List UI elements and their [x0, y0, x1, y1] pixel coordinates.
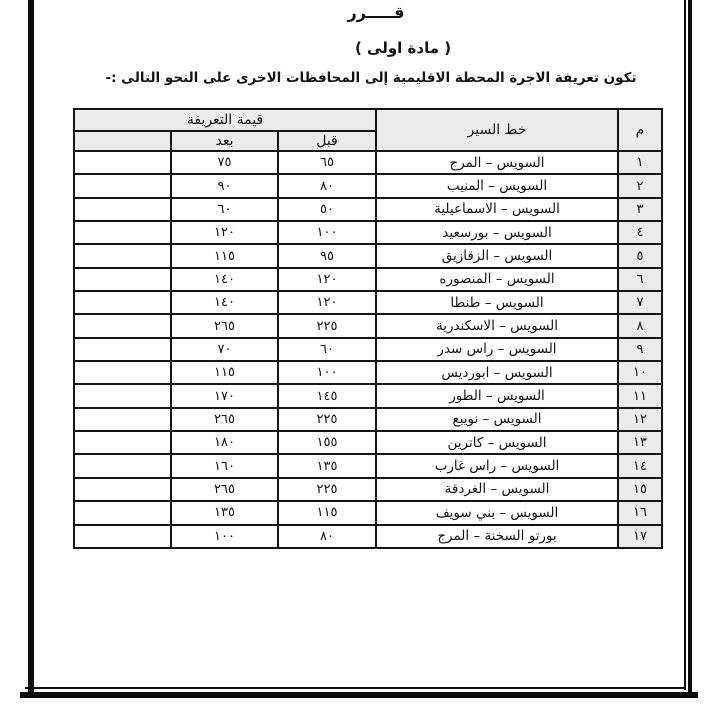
route-cell: السويس – الاسماعيلية — [376, 198, 618, 221]
table-row — [74, 314, 662, 337]
spare-cell — [74, 525, 171, 549]
table-row — [74, 408, 662, 431]
table-row — [74, 174, 662, 197]
table-row — [74, 244, 662, 267]
spare-cell — [74, 454, 171, 477]
serial-cell: ٢ — [618, 174, 662, 197]
table-row — [74, 431, 662, 454]
after-cell: ١١٥ — [171, 244, 278, 267]
before-cell: ٩٥ — [278, 244, 376, 267]
serial-cell: ١٣ — [618, 431, 662, 454]
spare-cell — [74, 384, 171, 407]
serial-cell: ٩ — [618, 338, 662, 361]
table-row — [74, 454, 662, 477]
serial-cell: ٦ — [618, 268, 662, 291]
serial-cell: ١ — [618, 151, 662, 174]
before-cell: ١٢٠ — [278, 291, 376, 314]
serial-cell: ١٢ — [618, 408, 662, 431]
header-route: خط السير — [376, 109, 618, 151]
header-row-1 — [74, 109, 662, 131]
spare-cell — [74, 338, 171, 361]
tariff-table — [73, 108, 663, 549]
spare-cell — [74, 408, 171, 431]
after-cell: ١٨٠ — [171, 431, 278, 454]
serial-cell: ١٤ — [618, 454, 662, 477]
intro-paragraph: تكون تعريفة الاجرة المحطة الاقليمية إلى المحافظات الاخرى على النحو التالى :- — [105, 70, 637, 86]
after-cell: ٢٦٥ — [171, 408, 278, 431]
route-cell: السويس – راس سدر — [376, 338, 618, 361]
before-cell: ١٠٠ — [278, 221, 376, 244]
before-cell: ١٥٥ — [278, 431, 376, 454]
before-cell: ٢٢٥ — [278, 314, 376, 337]
after-cell: ٦٠ — [171, 198, 278, 221]
table-body — [74, 151, 662, 548]
route-cell: السويس – الزقازيق — [376, 244, 618, 267]
article-heading: ( مادة اولى ) — [354, 39, 452, 57]
spare-cell — [74, 268, 171, 291]
spare-cell — [74, 174, 171, 197]
route-cell: بورتو السخنة – المرج — [376, 525, 618, 549]
page-border-bottom-inner — [25, 687, 686, 689]
route-cell: السويس – راس غارب — [376, 454, 618, 477]
spare-cell — [74, 478, 171, 501]
after-cell: ١٤٠ — [171, 291, 278, 314]
header-serial: م — [618, 109, 662, 151]
before-cell: ٨٠ — [278, 174, 376, 197]
table-row — [74, 291, 662, 314]
header-after: بعد — [171, 131, 278, 151]
before-cell: ٨٠ — [278, 525, 376, 549]
before-cell: ٢٢٥ — [278, 408, 376, 431]
route-cell: السويس – نويبع — [376, 408, 618, 431]
route-cell: السويس – طنطا — [376, 291, 618, 314]
after-cell: ٢٦٥ — [171, 478, 278, 501]
page-border-right-outer — [688, 0, 692, 698]
spare-cell — [74, 314, 171, 337]
serial-cell: ٤ — [618, 221, 662, 244]
serial-cell: ٨ — [618, 314, 662, 337]
spare-cell — [74, 244, 171, 267]
before-cell: ٦٠ — [278, 338, 376, 361]
table-row — [74, 151, 662, 174]
route-cell: السويس – الطور — [376, 384, 618, 407]
page-border-right-inner — [684, 0, 686, 690]
route-cell: السويس – ابورديس — [376, 361, 618, 384]
route-cell: السويس – المنصوره — [376, 268, 618, 291]
after-cell: ١٠٠ — [171, 525, 278, 549]
header-before: قبل — [278, 131, 376, 151]
table-row — [74, 501, 662, 524]
after-cell: ٧٥ — [171, 151, 278, 174]
after-cell: ١٤٠ — [171, 268, 278, 291]
spare-cell — [74, 198, 171, 221]
before-cell: ٥٠ — [278, 198, 376, 221]
serial-cell: ١٠ — [618, 361, 662, 384]
spare-cell — [74, 221, 171, 244]
before-cell: ١٠٠ — [278, 361, 376, 384]
table-row — [74, 198, 662, 221]
route-cell: السويس – المرج — [376, 151, 618, 174]
serial-cell: ٧ — [618, 291, 662, 314]
table-row — [74, 384, 662, 407]
route-cell: السويس – الغردقة — [376, 478, 618, 501]
before-cell: ١٤٥ — [278, 384, 376, 407]
before-cell: ٦٥ — [278, 151, 376, 174]
before-cell: ١١٥ — [278, 501, 376, 524]
after-cell: ١٧٠ — [171, 384, 278, 407]
after-cell: ١٣٥ — [171, 501, 278, 524]
after-cell: ١٢٠ — [171, 221, 278, 244]
route-cell: السويس – المنيب — [376, 174, 618, 197]
table-header — [74, 109, 662, 151]
serial-cell: ١٧ — [618, 525, 662, 549]
spare-cell — [74, 361, 171, 384]
table-row — [74, 221, 662, 244]
spare-cell — [74, 501, 171, 524]
route-cell: السويس – كاترين — [376, 431, 618, 454]
table-row — [74, 478, 662, 501]
route-cell: السويس – الاسكندرية — [376, 314, 618, 337]
before-cell: ١٢٠ — [278, 268, 376, 291]
after-cell: ١١٥ — [171, 361, 278, 384]
serial-cell: ١٦ — [618, 501, 662, 524]
header-spare-cell — [74, 131, 171, 151]
serial-cell: ٣ — [618, 198, 662, 221]
page-border-bottom-outer — [20, 692, 698, 698]
spare-cell — [74, 431, 171, 454]
after-cell: ١٦٠ — [171, 454, 278, 477]
serial-cell: ٥ — [618, 244, 662, 267]
table-row — [74, 525, 662, 549]
table-row — [74, 361, 662, 384]
table-row — [74, 338, 662, 361]
serial-cell: ١١ — [618, 384, 662, 407]
decree-title: قـــــرر — [347, 3, 405, 22]
route-cell: السويس – بني سويف — [376, 501, 618, 524]
serial-cell: ١٥ — [618, 478, 662, 501]
spare-cell — [74, 151, 171, 174]
page-border-left — [28, 0, 34, 698]
table-row — [74, 268, 662, 291]
header-tariff-value: قيمة التعريفة — [74, 109, 376, 131]
spare-cell — [74, 291, 171, 314]
after-cell: ٢٦٥ — [171, 314, 278, 337]
before-cell: ١٣٥ — [278, 454, 376, 477]
before-cell: ٢٢٥ — [278, 478, 376, 501]
after-cell: ٩٠ — [171, 174, 278, 197]
route-cell: السويس – بورسعيد — [376, 221, 618, 244]
after-cell: ٧٠ — [171, 338, 278, 361]
